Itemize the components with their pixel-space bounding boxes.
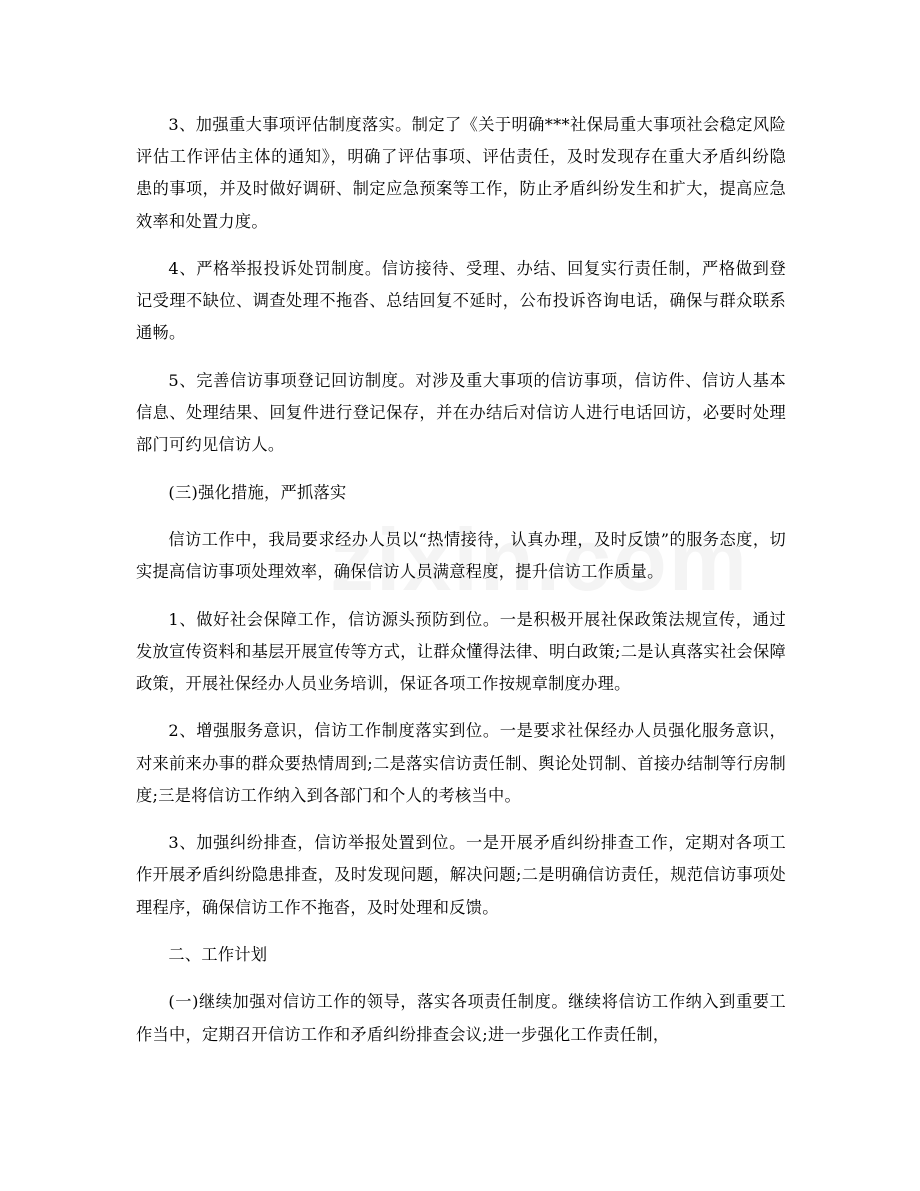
paragraph-service-awareness: 2、增强服务意识，信访工作制度落实到位。一是要求社保经办人员强化服务意识，对来前来办事的群众要热情周到;二是落实信访责任制、舆论处罚制、首接办结制等行房制度;三是将信访工作纳入到各部门和个人的考核当中。: [136, 721, 786, 805]
paragraph-assessment-system: 3、加强重大事项评估制度落实。制定了《关于明确***社保局重大事项社会稳定风险评估工作评估主体的通知》，明确了评估事项、评估责任，及时发现存在重大矛盾纠纷隐患的事项，并及时做好调研、制定应急预案等工作，防止矛盾纠纷发生和扩大，提高应急效率和处置力度。: [136, 115, 786, 231]
paragraph-dispute-screening: 3、加强纠纷排查，信访举报处置到位。一是开展矛盾纠纷排查工作，定期对各项工作开展矛盾纠纷隐患排查，及时发现问题，解决问题;二是明确信访责任，规范信访事项处理程序，确保信访工作不拖沓，及时处理和反馈。: [136, 833, 786, 917]
paragraph-complaint-system: 4、严格举报投诉处罚制度。信访接待、受理、办结、回复实行责任制，严格做到登记受理不缺位、调查处理不拖沓、总结回复不延时，公布投诉咨询电话，确保与群众联系通畅。: [136, 259, 786, 343]
paragraph-social-security: 1、做好社会保障工作，信访源头预防到位。一是积极开展社保政策法规宣传，通过发放宣传资料和基层开展宣传等方式，让群众懂得法律、明白政策;二是认真落实社会保障政策，开展社保经办人员业务培训，保证各项工作按规章制度办理。: [136, 609, 786, 693]
paragraph-service-attitude: 信访工作中，我局要求经办人员以“热情接待，认真办理，及时反馈”的服务态度，切实提高信访事项处理效率，确保信访人员满意程度，提升信访工作质量。: [136, 529, 786, 582]
document-body: [136, 109, 786, 1066]
paragraph-revisit-system: 5、完善信访事项登记回访制度。对涉及重大事项的信访事项，信访件、信访人基本信息、处理结果、回复件进行登记保存，并在办结后对信访人进行电话回访，必要时处理部门可约见信访人。: [136, 370, 786, 455]
section-heading-work-plan: 二、工作计划: [168, 944, 268, 964]
section-heading-measures: (三)强化措施，严抓落实: [168, 482, 347, 502]
paragraph-leadership: (一)继续加强对信访工作的领导，落实各项责任制度。继续将信访工作纳入到重要工作当中，定期召开信访工作和矛盾纠纷排查会议;进一步强化工作责任制，: [136, 992, 786, 1044]
